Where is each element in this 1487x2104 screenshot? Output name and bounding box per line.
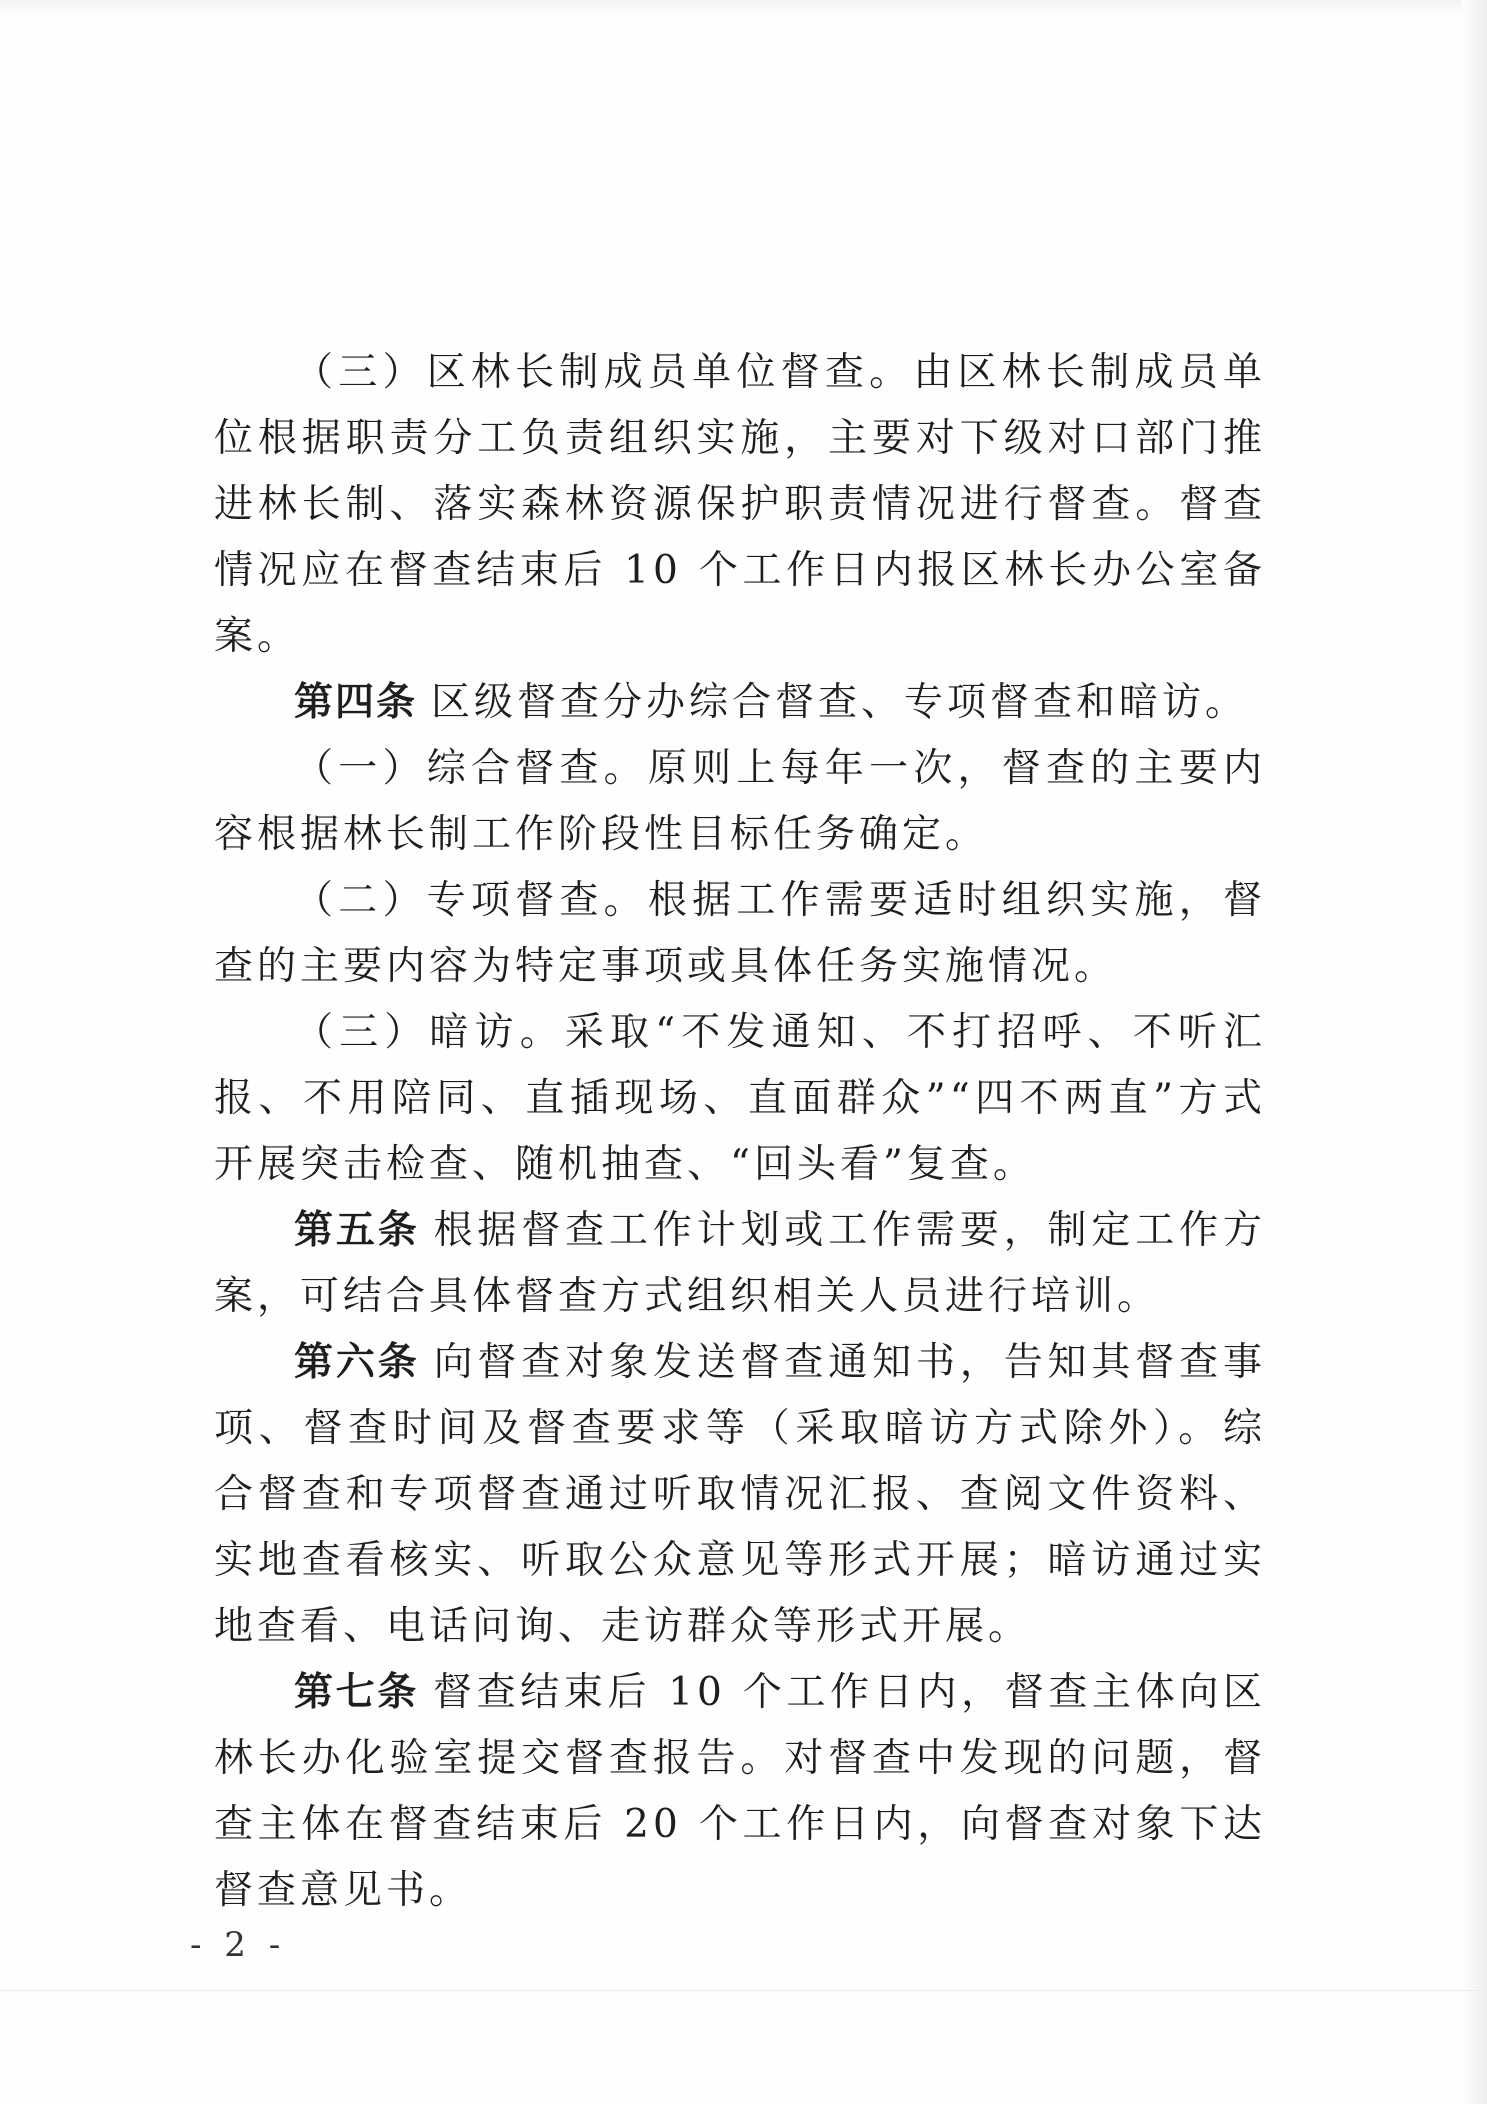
scan-fold-line	[0, 1990, 1487, 1991]
paragraph-text: 向督查对象发送督查通知书，告知其督查事项、督查时间及督查要求等（采取暗访方式除外）。综合督查和专项督查通过听取情况汇报、查阅文件资料、实地查看核实、听取公众意见等形式开展；暗访通过实地查看、电话问询、走访群众等形式开展。	[214, 1340, 1266, 1649]
paragraph-5	[214, 1000, 1266, 1198]
paragraph-3	[214, 736, 1266, 868]
paragraph-6	[214, 1198, 1266, 1330]
paragraph-1	[214, 340, 1266, 670]
paragraph-7	[214, 1330, 1266, 1660]
article-heading: 第五条	[294, 1208, 420, 1253]
document-body	[214, 340, 1266, 1924]
paragraph-text: 区级督查分办综合督查、专项督查和暗访。	[431, 680, 1249, 725]
paragraph-text: （二）专项督查。根据工作需要适时组织实施，督查的主要内容为特定事项或具体任务实施情况。	[214, 878, 1266, 989]
article-heading: 第七条	[294, 1670, 419, 1715]
scan-edge-right	[1461, 0, 1487, 2104]
paragraph-4	[214, 868, 1266, 1000]
paragraph-2	[214, 670, 1266, 736]
scan-edge-top	[0, 0, 1487, 14]
page-number: - 2 -	[190, 1925, 287, 1965]
paragraph-8	[214, 1660, 1266, 1924]
paragraph-text: （三）暗访。采取“不发通知、不打招呼、不听汇报、不用陪同、直插现场、直面群众”“四不两直”方式开展突击检查、随机抽查、“回头看”复查。	[214, 1010, 1266, 1187]
paragraph-text: （一）综合督查。原则上每年一次，督查的主要内容根据林长制工作阶段性目标任务确定。	[214, 746, 1266, 857]
paragraph-text: （三）区林长制成员单位督查。由区林长制成员单位根据职责分工负责组织实施，主要对下级对口部门推进林长制、落实森林资源保护职责情况进行督查。督查情况应在督查结束后 10 个工作日内报区林长办公室备案。	[214, 350, 1266, 659]
article-heading: 第六条	[294, 1340, 420, 1385]
article-heading: 第四条	[294, 680, 418, 725]
paragraph-text: 根据督查工作计划或工作需要，制定工作方案，可结合具体督查方式组织相关人员进行培训。	[214, 1208, 1266, 1319]
paragraph-text: 督查结束后 10 个工作日内，督查主体向区林长办化验室提交督查报告。对督查中发现的问题，督查主体在督查结束后 20 个工作日内，向督查对象下达督查意见书。	[214, 1670, 1266, 1913]
